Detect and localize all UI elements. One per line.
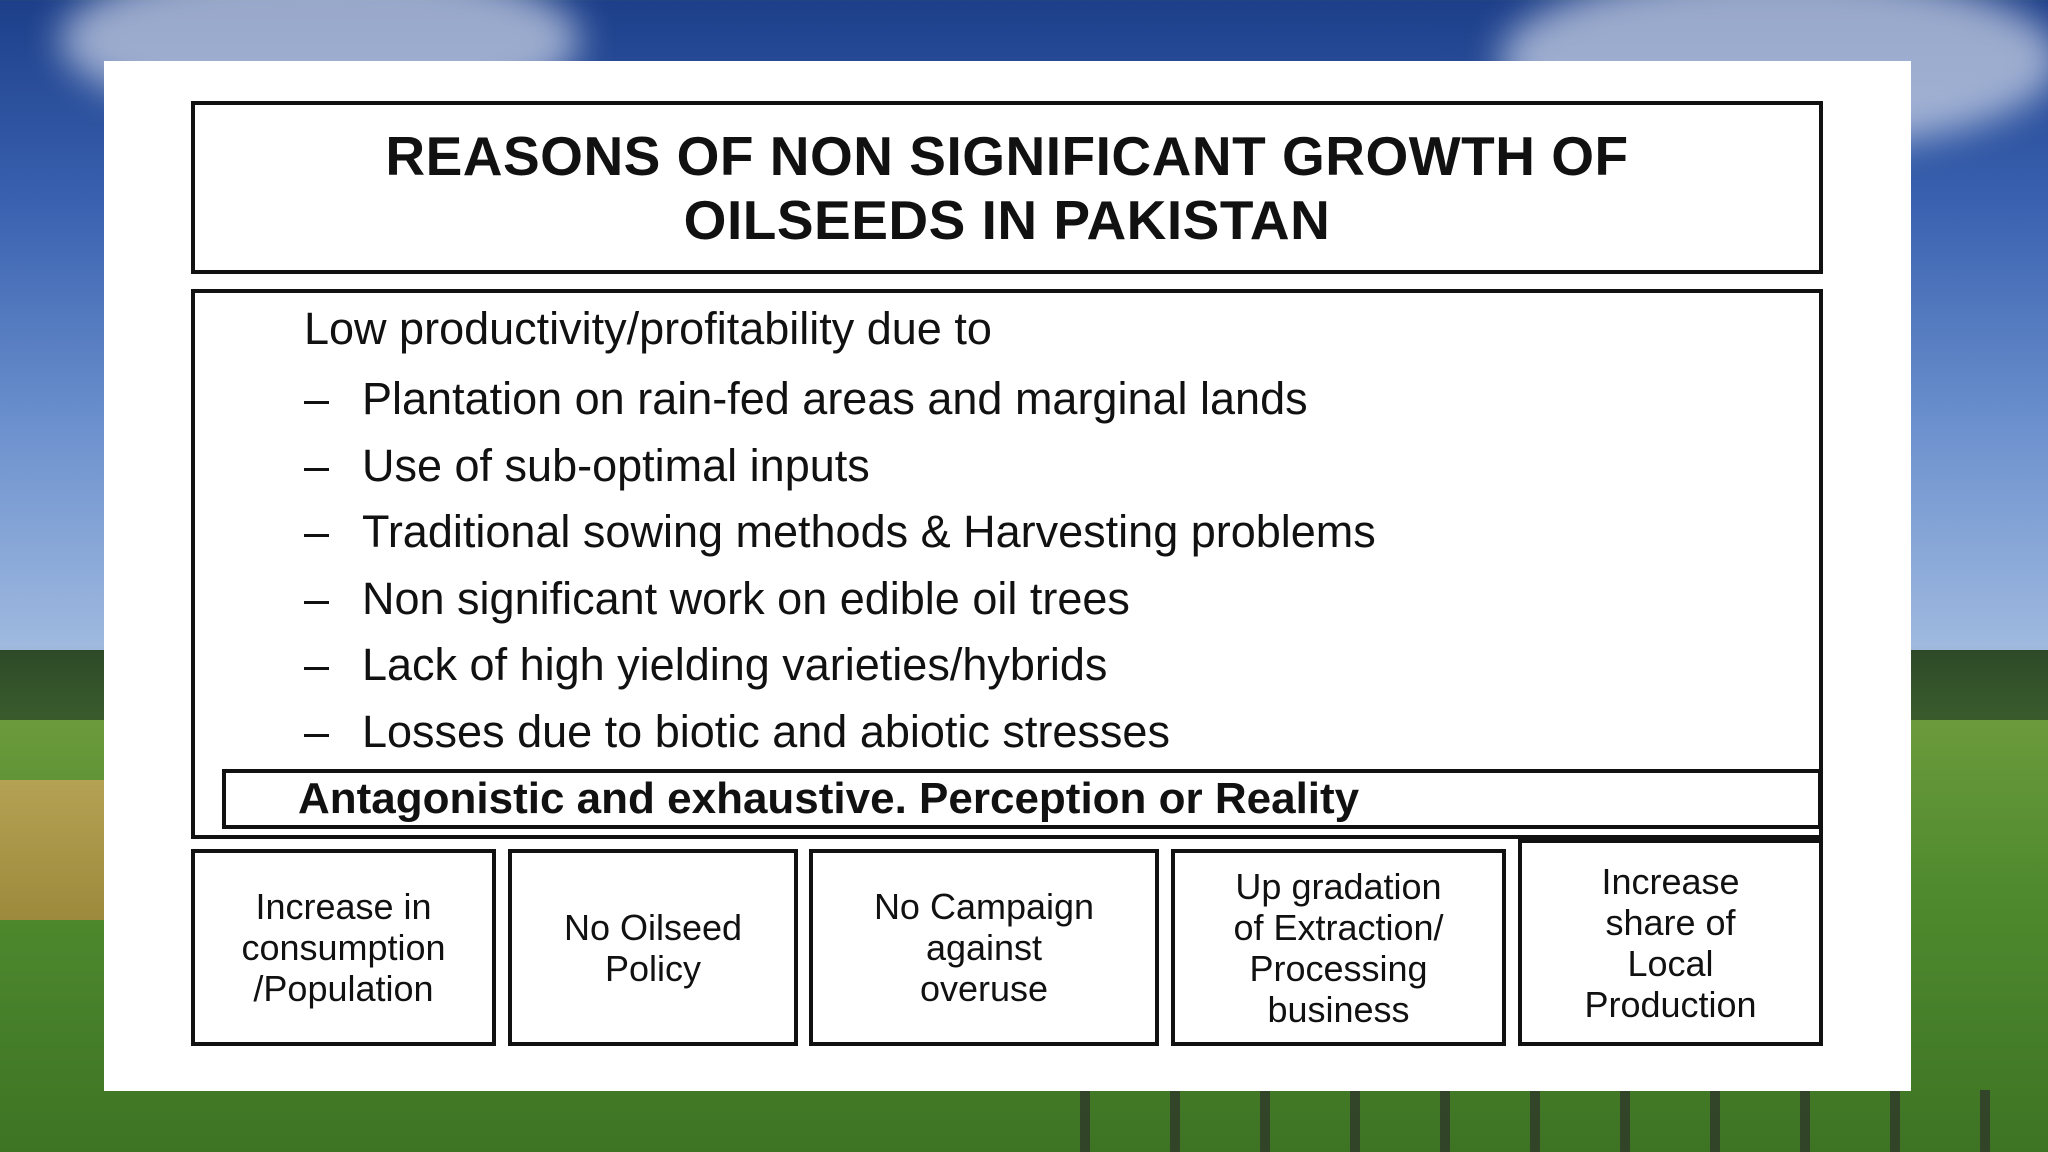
list-item xyxy=(304,504,1376,571)
title-line-1: REASONS OF NON SIGNIFICANT GROWTH OF xyxy=(385,124,1629,187)
factor-box-extraction xyxy=(1171,849,1506,1046)
slide-title xyxy=(385,124,1628,252)
slide-panel xyxy=(104,61,1911,1091)
factor-box-local-production xyxy=(1518,839,1823,1046)
list-item xyxy=(304,637,1376,704)
list-item xyxy=(304,371,1376,438)
factor-text: No Campaign against overuse xyxy=(873,886,1095,1009)
title-box xyxy=(191,101,1823,274)
dash-marker: – xyxy=(304,506,330,557)
factor-box-campaign xyxy=(809,849,1159,1046)
dash-marker: – xyxy=(304,639,330,690)
factor-text: Increase share of Local Production xyxy=(1584,860,1757,1025)
antagonistic-box xyxy=(222,769,1822,829)
factor-box-consumption xyxy=(191,849,496,1046)
lead-text: Low productivity/profitability due to xyxy=(304,303,992,354)
dash-marker: – xyxy=(304,439,330,491)
list-item xyxy=(304,571,1376,638)
factor-text: Increase in consumption /Population xyxy=(241,886,446,1009)
list-item-text: Non significant work on edible oil trees xyxy=(362,572,1130,624)
background-fence xyxy=(1080,1090,2048,1152)
reasons-list xyxy=(304,371,1376,770)
list-item-text: Traditional sowing methods & Harvesting problems xyxy=(362,506,1376,557)
reasons-box xyxy=(191,289,1823,839)
list-item xyxy=(304,438,1376,505)
antagonistic-text: Antagonistic and exhaustive. Perception or Reality xyxy=(298,774,1360,823)
background-tall-grass xyxy=(0,780,110,920)
dash-marker: – xyxy=(304,572,330,624)
title-line-2: OILSEEDS IN PAKISTAN xyxy=(683,188,1331,251)
list-item-text: Use of sub-optimal inputs xyxy=(362,439,870,491)
dash-marker: – xyxy=(304,705,330,757)
list-item xyxy=(304,704,1376,771)
list-item-text: Losses due to biotic and abiotic stresses xyxy=(362,705,1170,757)
factor-text: Up gradation of Extraction/ Processing business xyxy=(1233,865,1444,1030)
dash-marker: – xyxy=(304,373,330,424)
factor-text: No Oilseed Policy xyxy=(563,906,743,989)
list-item-text: Plantation on rain-fed areas and marginal lands xyxy=(362,373,1308,424)
factor-box-policy xyxy=(508,849,798,1046)
list-item-text: Lack of high yielding varieties/hybrids xyxy=(362,639,1108,690)
